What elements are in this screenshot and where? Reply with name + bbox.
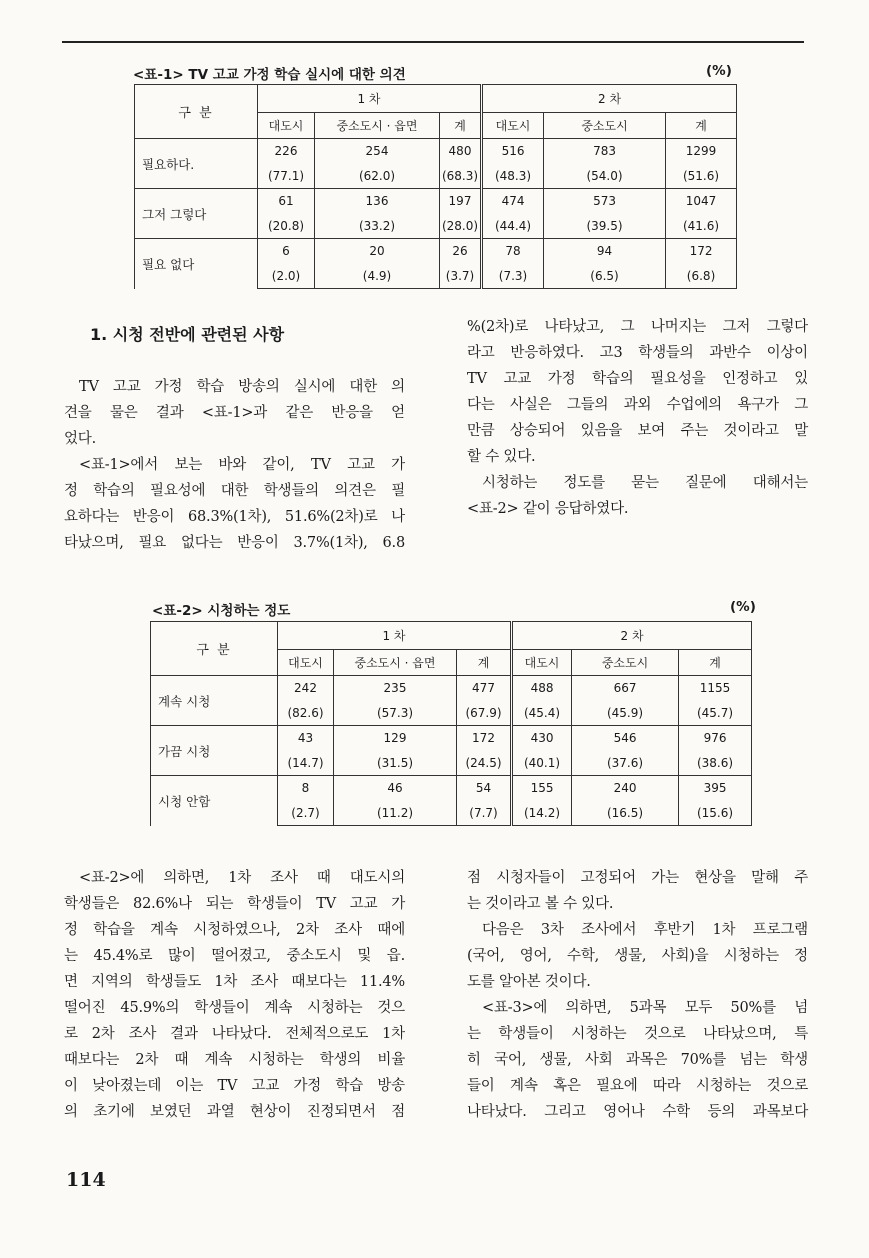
percent-cell: (38.6) xyxy=(679,751,752,776)
count-cell: 6 xyxy=(258,239,315,264)
table2-group2-header: 2 차 xyxy=(512,622,752,650)
percent-cell: (15.6) xyxy=(679,801,752,826)
table2 xyxy=(150,621,752,826)
text-line: 나타났다. 그리고 영어나 수학 등의 과목보다 xyxy=(467,1104,808,1120)
table-row xyxy=(151,776,752,801)
percent-cell: (45.9) xyxy=(572,701,679,726)
text-line: <표-2> 같이 응답하였다. xyxy=(467,501,629,517)
text-line: 히 국어, 생물, 사회 과목은 70%를 넘는 학생 xyxy=(467,1052,808,1068)
count-cell: 172 xyxy=(666,239,737,264)
count-cell: 488 xyxy=(512,676,572,701)
percent-cell: (39.5) xyxy=(544,214,666,239)
count-cell: 26 xyxy=(440,239,482,264)
page-number: 114 xyxy=(66,1169,106,1191)
percent-cell: (14.2) xyxy=(512,801,572,826)
percent-cell: (24.5) xyxy=(457,751,512,776)
text-line: 었다. xyxy=(64,431,97,447)
text-line: 점 시청자들이 고정되어 가는 현상을 말해 주 xyxy=(467,870,808,886)
count-cell: 172 xyxy=(457,726,512,751)
percent-cell: (67.9) xyxy=(457,701,512,726)
table1-col-header: 계 xyxy=(440,113,482,139)
row-label: 그저 그렇다 xyxy=(135,189,258,239)
percent-cell: (40.1) xyxy=(512,751,572,776)
table1-group1-header: 1 차 xyxy=(258,85,482,113)
percent-cell: (16.5) xyxy=(572,801,679,826)
count-cell: 78 xyxy=(482,239,544,264)
count-cell: 61 xyxy=(258,189,315,214)
count-cell: 1299 xyxy=(666,139,737,164)
text-line: 라고 반응하였다. 고3 학생들의 과반수 이상이 xyxy=(467,345,808,361)
count-cell: 667 xyxy=(572,676,679,701)
count-cell: 573 xyxy=(544,189,666,214)
count-cell: 1155 xyxy=(679,676,752,701)
section-heading: 1. 시청 전반에 관련된 사항 xyxy=(90,325,285,344)
text-line: 도를 알아본 것이다. xyxy=(467,974,591,990)
percent-cell: (6.5) xyxy=(544,264,666,289)
text-line: 는 학생들이 시청하는 것으로 나타났으며, 특 xyxy=(467,1026,808,1042)
text-line: 학생들은 82.6%나 되는 학생들이 TV 고교 가 xyxy=(64,896,405,912)
row-label: 필요 없다 xyxy=(135,239,258,289)
text-line: 다음은 3차 조사에서 후반기 1차 프로그램 xyxy=(482,922,808,938)
count-cell: 546 xyxy=(572,726,679,751)
count-cell: 1047 xyxy=(666,189,737,214)
percent-cell: (51.6) xyxy=(666,164,737,189)
count-cell: 43 xyxy=(278,726,334,751)
body-text-right-lower xyxy=(467,865,808,1125)
top-rule xyxy=(62,41,804,43)
text-line: 견을 물은 결과 <표-1>과 같은 반응을 얻 xyxy=(64,405,405,421)
table2-col-header: 중소도시 · 읍면 xyxy=(334,650,457,676)
table2-group1-header: 1 차 xyxy=(278,622,512,650)
table-row xyxy=(151,726,752,751)
text-line: TV 고교 가정 학습의 필요성을 인정하고 있 xyxy=(467,371,808,387)
table2-col-header: 대도시 xyxy=(278,650,334,676)
row-label: 가끔 시청 xyxy=(151,726,278,776)
percent-cell: (11.2) xyxy=(334,801,457,826)
percent-cell: (54.0) xyxy=(544,164,666,189)
percent-cell: (41.6) xyxy=(666,214,737,239)
count-cell: 155 xyxy=(512,776,572,801)
percent-cell: (28.0) xyxy=(440,214,482,239)
text-line: 는 것이라고 볼 수 있다. xyxy=(467,896,614,912)
count-cell: 254 xyxy=(315,139,440,164)
text-line: 다는 사실은 그들의 과외 수업에의 욕구가 그 xyxy=(467,397,808,413)
percent-cell: (7.7) xyxy=(457,801,512,826)
count-cell: 516 xyxy=(482,139,544,164)
count-cell: 235 xyxy=(334,676,457,701)
text-line: 의 초기에 보였던 과열 현상이 진정되면서 점 xyxy=(64,1104,405,1120)
table-row xyxy=(135,189,737,214)
text-line: 정 학습을 계속 시청하였으나, 2차 조사 때에 xyxy=(64,922,405,938)
count-cell: 976 xyxy=(679,726,752,751)
text-line: 시청하는 정도를 묻는 질문에 대해서는 xyxy=(482,475,808,491)
text-line: 만큼 상승되어 있음을 보여 주는 것이라고 말 xyxy=(467,423,808,439)
text-line: %(2차)로 나타났고, 그 나머지는 그저 그렇다 xyxy=(467,319,808,335)
table1-col-header: 중소도시 · 읍면 xyxy=(315,113,440,139)
percent-cell: (37.6) xyxy=(572,751,679,776)
text-line: <표-2>에 의하면, 1차 조사 때 대도시의 xyxy=(79,870,405,886)
text-line: (국어, 영어, 수학, 생물, 사회)을 시청하는 정 xyxy=(467,948,808,964)
count-cell: 46 xyxy=(334,776,457,801)
percent-cell: (4.9) xyxy=(315,264,440,289)
table1-col-header: 대도시 xyxy=(482,113,544,139)
text-line: 때보다는 2차 때 계속 시청하는 학생의 비율 xyxy=(64,1052,405,1068)
body-text-left-lower xyxy=(64,865,405,1125)
percent-cell: (2.7) xyxy=(278,801,334,826)
percent-cell: (2.0) xyxy=(258,264,315,289)
text-line: <표-1>에서 보는 바와 같이, TV 고교 가 xyxy=(79,457,405,473)
percent-cell: (82.6) xyxy=(278,701,334,726)
table1-col-header: 계 xyxy=(666,113,737,139)
table2-row-header: 구 분 xyxy=(151,622,278,676)
table2-col-header: 중소도시 xyxy=(572,650,679,676)
text-line: 는 45.4%로 많이 떨어졌고, 중소도시 및 읍. xyxy=(64,948,405,964)
count-cell: 242 xyxy=(278,676,334,701)
table1-col-header: 중소도시 xyxy=(544,113,666,139)
table2-col-header: 계 xyxy=(457,650,512,676)
table-row xyxy=(151,676,752,701)
table2-col-header: 대도시 xyxy=(512,650,572,676)
count-cell: 54 xyxy=(457,776,512,801)
count-cell: 94 xyxy=(544,239,666,264)
count-cell: 129 xyxy=(334,726,457,751)
text-line: 할 수 있다. xyxy=(467,449,536,465)
count-cell: 136 xyxy=(315,189,440,214)
count-cell: 430 xyxy=(512,726,572,751)
percent-cell: (57.3) xyxy=(334,701,457,726)
percent-cell: (68.3) xyxy=(440,164,482,189)
percent-cell: (31.5) xyxy=(334,751,457,776)
text-line: 이 낮아졌는데 이는 TV 고교 가정 학습 방송 xyxy=(64,1078,405,1094)
count-cell: 20 xyxy=(315,239,440,264)
count-cell: 474 xyxy=(482,189,544,214)
count-cell: 480 xyxy=(440,139,482,164)
percent-cell: (48.3) xyxy=(482,164,544,189)
text-line: 정 학습의 필요성에 대한 학생들의 의견은 필 xyxy=(64,483,405,499)
text-line: 요하다는 반응이 68.3%(1차), 51.6%(2차)로 나 xyxy=(64,509,405,525)
table1-caption: <표-1> TV 고교 가정 학습 실시에 대한 의견 xyxy=(133,67,406,83)
percent-cell: (20.8) xyxy=(258,214,315,239)
table1 xyxy=(134,84,737,289)
table2-caption: <표-2> 시청하는 정도 xyxy=(152,603,291,619)
table1-col-header: 대도시 xyxy=(258,113,315,139)
body-text-right-upper xyxy=(467,314,808,522)
count-cell: 477 xyxy=(457,676,512,701)
count-cell: 197 xyxy=(440,189,482,214)
count-cell: 395 xyxy=(679,776,752,801)
table-row xyxy=(135,239,737,264)
percent-cell: (45.7) xyxy=(679,701,752,726)
percent-cell: (33.2) xyxy=(315,214,440,239)
count-cell: 8 xyxy=(278,776,334,801)
table1-unit: (%) xyxy=(706,63,732,79)
percent-cell: (62.0) xyxy=(315,164,440,189)
count-cell: 240 xyxy=(572,776,679,801)
table2-unit: (%) xyxy=(730,599,756,615)
table1-group2-header: 2 차 xyxy=(482,85,737,113)
text-line: 로 2차 조사 결과 나타났다. 전체적으로도 1차 xyxy=(64,1026,405,1042)
row-label: 필요하다. xyxy=(135,139,258,189)
table1-row-header: 구 분 xyxy=(135,85,258,139)
row-label: 계속 시청 xyxy=(151,676,278,726)
text-line: 타났으며, 필요 없다는 반응이 3.7%(1차), 6.8 xyxy=(64,535,405,551)
text-line: TV 고교 가정 학습 방송의 실시에 대한 의 xyxy=(79,379,405,395)
percent-cell: (6.8) xyxy=(666,264,737,289)
count-cell: 226 xyxy=(258,139,315,164)
percent-cell: (45.4) xyxy=(512,701,572,726)
table2-col-header: 계 xyxy=(679,650,752,676)
body-text-left-upper xyxy=(64,374,405,556)
table-row xyxy=(135,139,737,164)
percent-cell: (7.3) xyxy=(482,264,544,289)
percent-cell: (14.7) xyxy=(278,751,334,776)
text-line: 떨어진 45.9%의 학생들이 계속 시청하는 것으 xyxy=(64,1000,405,1016)
text-line: 들이 계속 혹은 필요에 따라 시청하는 것으로 xyxy=(467,1078,808,1094)
percent-cell: (77.1) xyxy=(258,164,315,189)
text-line: 면 지역의 학생들도 1차 조사 때보다는 11.4% xyxy=(64,974,405,990)
percent-cell: (44.4) xyxy=(482,214,544,239)
percent-cell: (3.7) xyxy=(440,264,482,289)
row-label: 시청 안함 xyxy=(151,776,278,826)
text-line: <표-3>에 의하면, 5과목 모두 50%를 넘 xyxy=(482,1000,808,1016)
count-cell: 783 xyxy=(544,139,666,164)
